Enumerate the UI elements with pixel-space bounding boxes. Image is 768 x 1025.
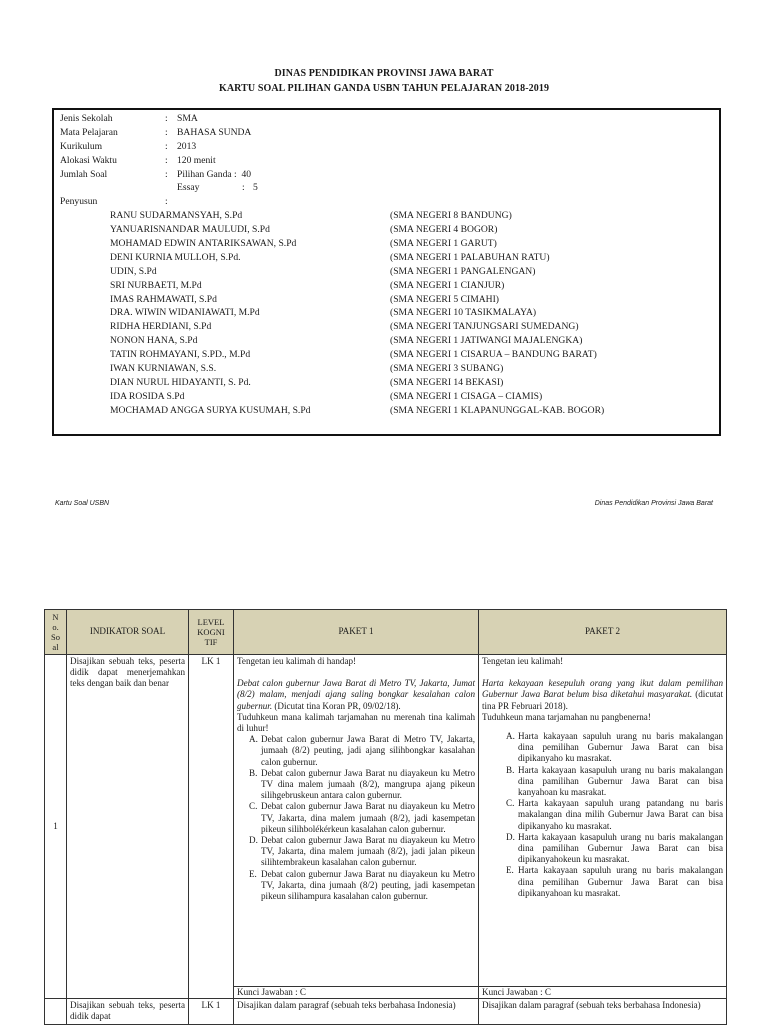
author-row [60,279,713,293]
info-row [60,126,713,140]
penyusun-colon: : [165,196,168,208]
footer-left: Kartu Soal USBN [55,500,110,507]
author-school: (SMA NEGERI 4 BOGOR) [390,224,498,236]
author-name: IWAN KURNIAWAN, S.S. [110,363,217,375]
header-paket1: PAKET 1 [234,610,479,655]
author-row [60,390,713,404]
essay-value: 5 [253,182,258,194]
author-school: (SMA NEGERI 1 CIANJUR) [390,279,505,291]
option-d: D. Harta kakayaan kasapuluh urang nu baris makalangan dina pamilihan Gubernur Jawa Barat can bisa dipikanyahokeun ku masrakat. [506,831,723,865]
header-paket2: PAKET 2 [479,610,727,655]
author-name: MOCHAMAD ANGGA SURYA KUSUMAH, S.Pd [110,404,311,416]
author-name: IMAS RAHMAWATI, S.Pd [110,293,217,305]
author-row [60,320,713,334]
indicator-text: Disajikan sebuah teks, peserta didik dapat menerjemahkan teks dengan baik dan benar [67,655,189,999]
author-name: IDA ROSIDA S.Pd [110,390,185,402]
essay-colon: : [242,182,245,194]
info-label: Kurikulum [60,140,103,152]
option-a: A. Harta kakayaan sapuluh urang nu baris makalangan dina pemilihan Gubernur Jawa Barat can bisa dipikanyaho ku masrakat. [506,731,723,764]
author-row [60,293,713,307]
author-row [60,209,713,223]
question-number [45,999,67,1024]
info-row-essay [60,181,713,195]
option-a: A. Debat calon gubernur Jawa Barat di Metro TV, Jakarta, jumaah (8/2) peuting, jadi ajang silihbongkar kasalahan calon gubernur. [249,734,475,767]
paket2-intro: Tengetan ieu kalimah! [482,656,564,666]
author-row [60,404,713,418]
author-row [60,251,713,265]
essay-label: Essay [177,182,200,194]
header-level: LEVEL KOGNI TIF [189,610,234,655]
paket1-answer-key: Kunci Jawaban : C [234,987,479,999]
author-name: DIAN NURUL HIDAYANTI, S. Pd. [110,376,251,388]
info-label: Alokasi Waktu [60,154,117,166]
author-school: (SMA NEGERI TANJUNGSARI SUMEDANG) [390,321,579,333]
author-school: (SMA NEGERI 1 PANGALENGAN) [390,265,536,277]
info-row [60,112,713,126]
page-subtitle: KARTU SOAL PILIHAN GANDA USBN TAHUN PELAJARAN 2018-2019 [218,83,550,94]
author-name: DRA. WIWIN WIDANIAWATI, M.Pd [110,307,260,319]
info-colon: : [165,113,168,124]
penyusun-label: Penyusun [60,196,98,208]
author-row [60,334,713,348]
author-row [60,348,713,362]
info-value: 2013 [177,140,197,152]
option-d: D. Debat calon gubernur Jawa Barat nu diayakeun ku Metro TV, Jakarta, dina malem jumaah (8/2), jadi jalan pikeun silihtembrakeun kasalahan calon gubernur. [249,835,475,868]
info-colon: : [165,126,168,138]
table-row [45,999,727,1024]
author-name: NONON HANA, S.Pd [110,335,198,347]
question-number: 1 [45,655,67,999]
info-row [60,140,713,154]
author-name: SRI NURBAETI, M.Pd [110,279,202,291]
paket2-cell [479,655,727,987]
table-row [45,655,727,987]
author-school: (SMA NEGERI 14 BEKASI) [390,376,504,388]
author-school: (SMA NEGERI 8 BANDUNG) [390,210,512,222]
info-row [60,168,713,182]
author-name: RANU SUDARMANSYAH, S.Pd [110,210,243,222]
author-school: (SMA NEGERI 1 JATIWANGI MAJALENGKA) [390,335,583,347]
header-indikator: INDIKATOR SOAL [67,610,189,655]
option-b: B. Harta kakayaan kasapuluh urang nu baris makalangan dina pamilihan Gubernur Jawa Barat can bisa kanyahoan ku masrakat. [506,764,723,798]
paket2-question: Tuduhkeun mana tarjamahan nu pangbenerna! [482,711,651,722]
author-row [60,362,713,376]
option-b: B. Debat calon gubernur Jawa Barat nu diayakeun ku Metro TV dina malem jumaah (8/2), mangrupa ajang pikeun silihgebruskeun antara calon gubernur. [249,767,475,801]
author-name: DENI KURNIA MULLOH, S.Pd. [110,251,241,263]
paket1-intro: Tengetan ieu kalimah di handap! [237,656,357,666]
paket2-answer-key: Kunci Jawaban : C [479,987,727,999]
cognitive-level: LK 1 [189,655,234,999]
info-label: Mata Pelajaran [60,126,118,138]
header-no: N o. So al [45,610,67,655]
question-table [44,609,727,1025]
paket2-options [506,731,723,899]
author-name: MOHAMAD EDWIN ANTARIKSAWAN, S.Pd [110,238,297,250]
paket1-options [249,734,475,902]
info-value: 120 menit [177,154,216,166]
author-row [60,237,713,251]
info-value: Pilihan Ganda : 40 [177,168,252,180]
paket1-cell [234,655,479,987]
author-row [60,265,713,279]
option-c: C. Harta kakayaan sapuluh urang patandang nu baris makalangan dina milih Gubernur Jawa Barat can bisa dipikanyaho ku masrakat. [506,798,723,831]
cognitive-level: LK 1 [189,999,234,1024]
table-header-row [45,610,727,655]
info-content [60,112,713,418]
paket1-cell: Disajikan dalam paragraf (sebuah teks berbahasa Indonesia) [234,999,479,1024]
author-school: (SMA NEGERI 1 PALABUHAN RATU) [390,251,550,263]
info-colon: : [165,154,168,166]
info-value: SMA [177,113,198,124]
author-name: RIDHA HERDIANI, S.Pd [110,321,212,333]
paket2-quote: Harta kekayaan kesepuluh orang yang ikut dalam pemilihan Gubernur Jawa Barat belum bisa diketahui masyarakat. (dicutat tina PR Februari 2018). [482,678,723,711]
option-e: E. Harta kakayaan sapuluh urang nu baris makalangan dina pemilihan Gubernur Jawa Barat can bisa dipikanyahoan ku masrakat. [506,865,723,898]
info-colon: : [165,140,168,152]
paket1-quote: Debat calon gubernur Jawa Barat di Metro TV, Jakarta, Jumat (8/2) malam, menjadi ajang saling bongkar kesalahan calon gubernur. (Dicutat tina Koran PR, 09/02/18). [237,678,475,711]
info-colon: : [165,168,168,180]
author-school: (SMA NEGERI 1 CISARUA – BANDUNG BARAT) [390,349,597,361]
footer-right: Dinas Pendidikan Provinsi Jawa Barat [594,500,713,507]
author-school: (SMA NEGERI 3 SUBANG) [390,363,504,375]
author-name: YANUARISNANDAR MAULUDI, S.Pd [110,224,270,236]
indicator-text: Disajikan sebuah teks, peserta didik dapat [67,999,189,1024]
info-value: BAHASA SUNDA [177,126,252,138]
paket1-question: Tuduhkeun mana kalimah tarjamahan nu merenah tina kalimah di luhur! [237,711,475,734]
option-e: E. Debat calon gubernur Jawa Barat nu diayakeun ku Metro TV, Jakarta, dina jumaah (8/2) peuting, jadi kasempetan pikeun silihampura kasalahan calon gubernur. [249,868,475,902]
option-c: C. Debat calon gubernur Jawa Barat nu diayakeun ku Metro TV, Jakarta, dina malem jumaah (8/2), jadi kasempetan pikeun silihbolékérkeun kasalahan calon gubernur. [249,801,475,834]
paket2-cell: Disajikan dalam paragraf (sebuah teks berbahasa Indonesia) [479,999,727,1024]
author-school: (SMA NEGERI 10 TASIKMALAYA) [390,307,537,319]
info-row [60,154,713,168]
page-title: DINAS PENDIDIKAN PROVINSI JAWA BARAT [274,68,494,79]
author-school: (SMA NEGERI 1 KLAPANUNGGAL-KAB. BOGOR) [390,404,605,416]
info-label: Jenis Sekolah [60,113,113,124]
author-school: (SMA NEGERI 5 CIMAHI) [390,293,499,305]
author-name: TATIN ROHMAYANI, S.PD., M.Pd [110,349,251,361]
author-row [60,376,713,390]
author-school: (SMA NEGERI 1 CISAGA – CIAMIS) [390,390,543,402]
author-school: (SMA NEGERI 1 GARUT) [390,238,497,250]
info-row-penyusun [60,195,713,209]
info-label: Jumlah Soal [60,168,108,180]
author-row [60,223,713,237]
author-row [60,306,713,320]
info-box [52,108,721,436]
author-name: UDIN, S.Pd [110,265,157,277]
